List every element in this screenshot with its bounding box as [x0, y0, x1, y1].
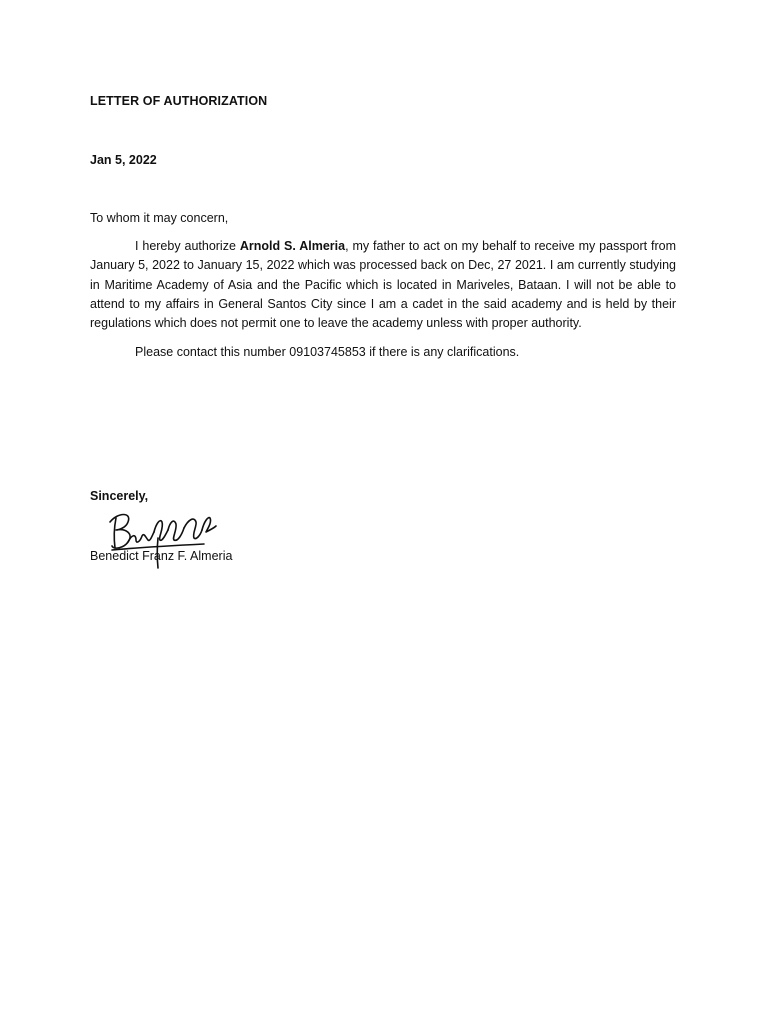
salutation: To whom it may concern,	[90, 211, 229, 225]
authorization-paragraph	[90, 237, 676, 333]
paragraph-intro: I hereby authorize	[135, 239, 240, 253]
paragraph-details: , my father to act on my behalf to receive my passport from January 5, 2022 to January 15, 2022 which was processed back on Dec, 27 2021. I am currently studying in Maritime Academy of Asia and the Pacific which is located in Mariveles, Bataan. I will not be able to attend to my affairs in General Santos City since I am a cadet in the said academy and is held by their regulations which does not permit one to leave the academy unless with proper authority.	[90, 239, 677, 331]
contact-paragraph: Please contact this number 09103745853 if there is any clarifications.	[135, 345, 520, 359]
closing: Sincerely,	[90, 489, 149, 503]
letter-date: Jan 5, 2022	[90, 153, 157, 167]
letter-title: LETTER OF AUTHORIZATION	[90, 94, 268, 108]
signer-name: Benedict Franz F. Almeria	[90, 549, 233, 563]
authorized-person-name: Arnold S. Almeria	[239, 239, 346, 253]
